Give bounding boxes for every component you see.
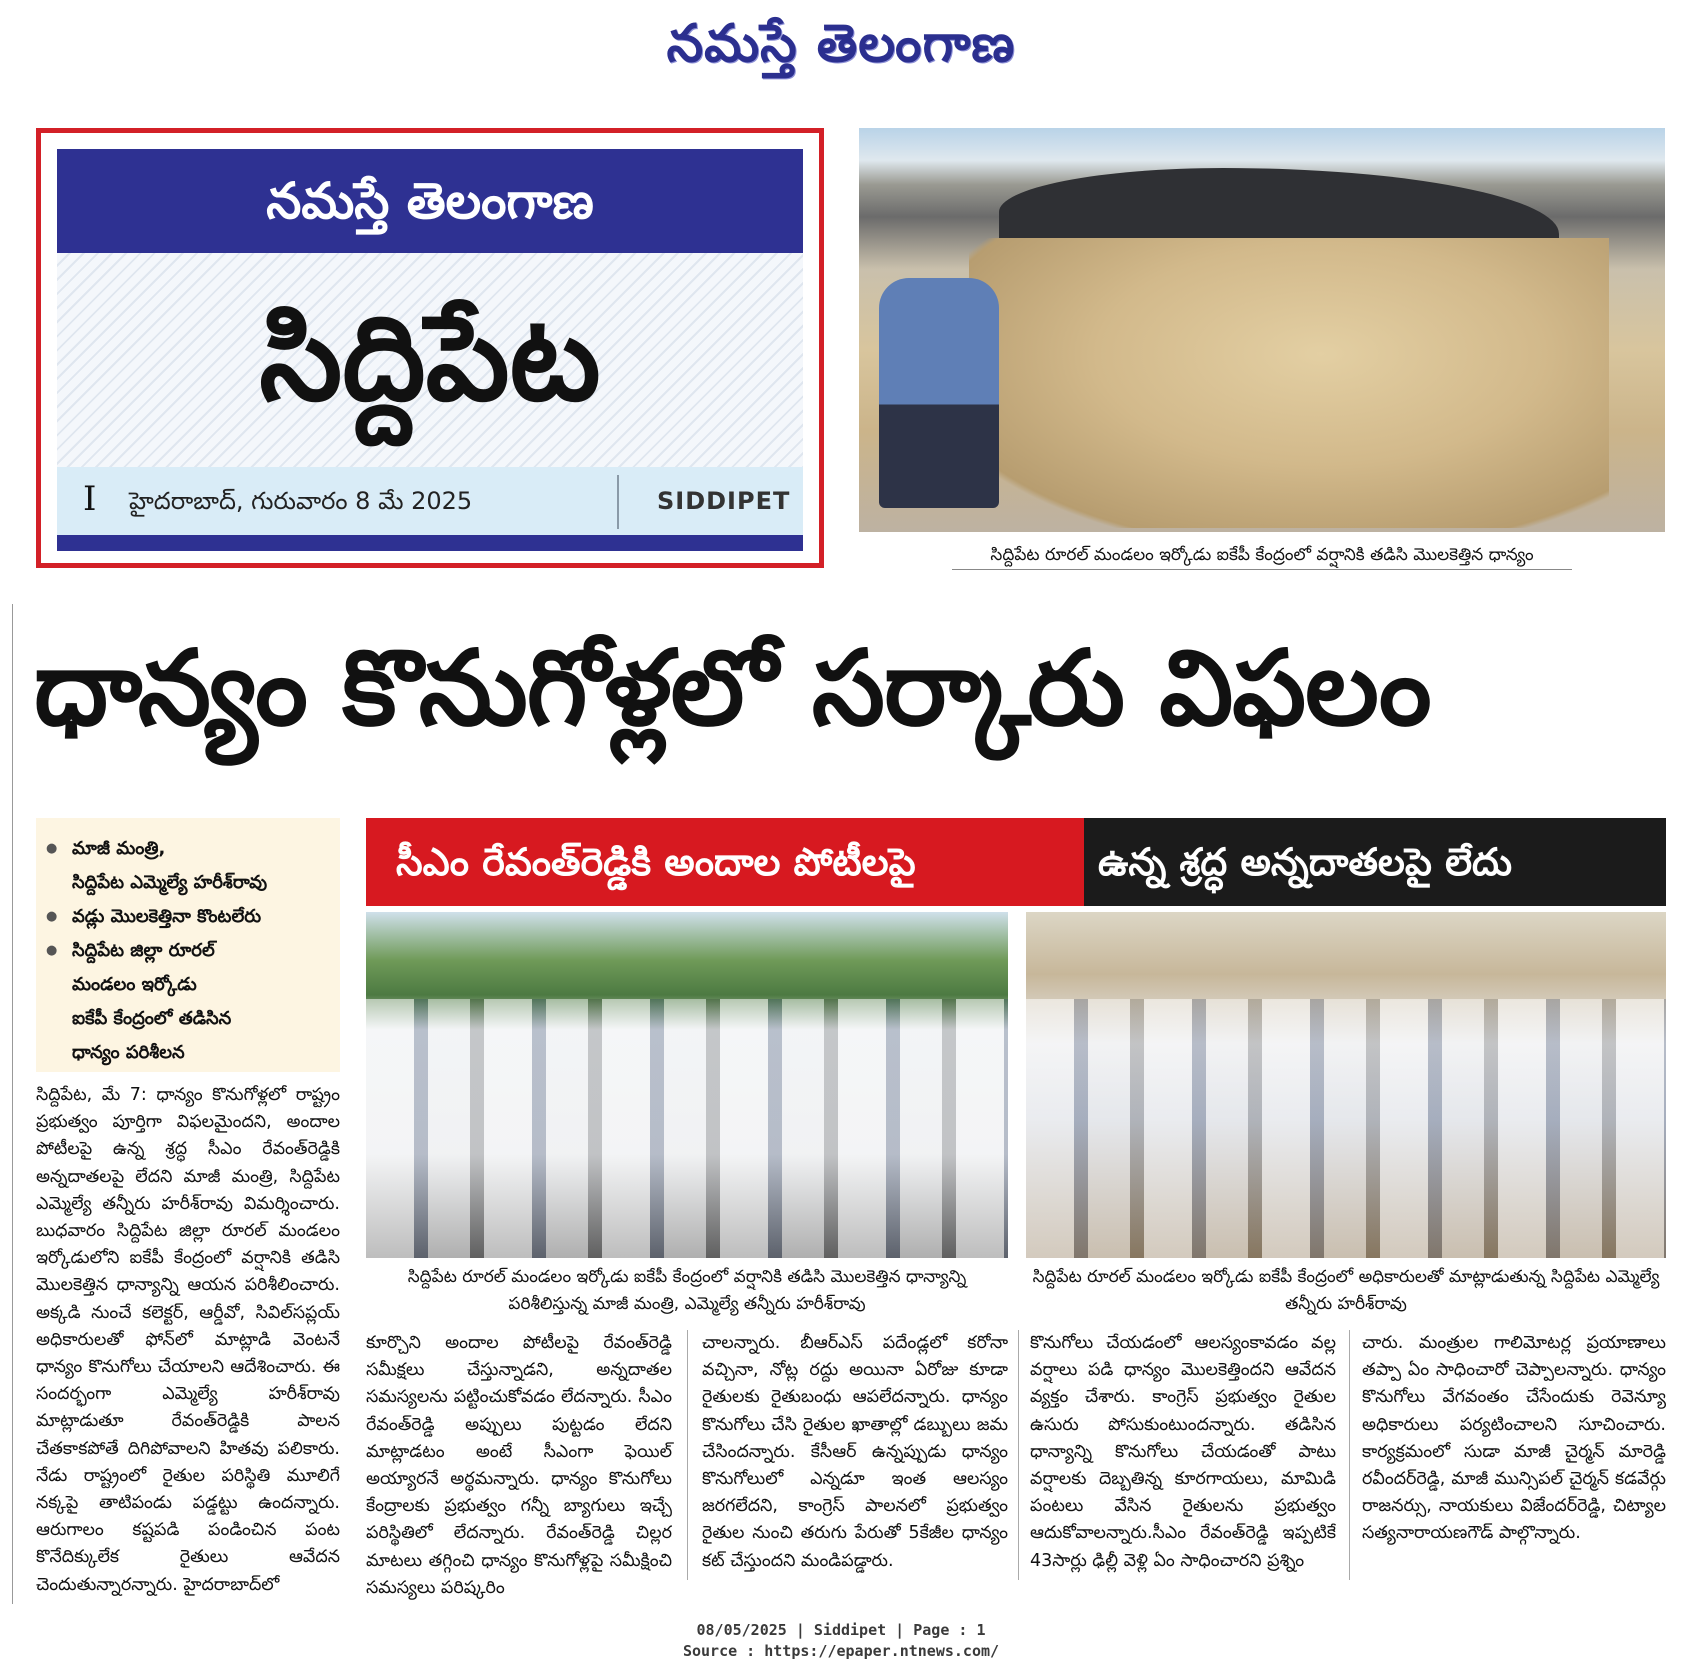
body-column-1: సిద్దిపేట, మే 7: ధాన్యం కొనుగోళ్లలో రాష్ట్రం ప్రభుత్వం పూర్తిగా విఫలమైందని, అందాల పోటీలపై ఉన్న శ్రద్ధ సీఎం రేవంత్‌రెడ్డికి అన్నదాతలపై లేదని మాజీ మంత్రి, సిద్దిపేట ఎమ్మెల్యే తన్నీరు హరీశ్‌రావు విమర్శించారు. బుధవారం సిద్దిపేట జిల్లా రూరల్ మండలం ఇర్కోడులోని ఐకేపీ కేంద్రంలో వర్షానికి తడిసి మొలకెత్తిన ధాన్యాన్ని ఆయన పరిశీలించారు. అక్కడి నుంచే కలెక్టర్, ఆర్డీవో, సివిల్‌సప్లయ్ అధికారులతో ఫోన్‌లో మాట్లాడి వెంటనే ధాన్యం కొనుగోలు చేయాలని ఆదేశించారు. ఈ సందర్భంగా ఎమ్మెల్యే హరీశ్‌రావు మాట్లాడుతూ రేవంత్‌రెడ్డికి పాలన చేతకాకపోతే దిగిపోవాలని హితవు పలికారు. నేడు రాష్ట్రంలో రైతుల పరిస్థితి మూలిగే నక్కపై తాటిపండు పడ్డట్టు ఉందన్నారు. ఆరుగాలం కష్టపడి పండించిన పంట కొనేదిక్కులేక రైతులు ఆవేదన చెందుతున్నారన్నారు. హైదరాబాద్‌లో (36, 1085, 340, 1595)
photo3-caption: సిద్దిపేట రూరల్ మండలం ఇర్కోడు ఐకేపీ కేంద్రంలో అధికారులతో మాట్లాడుతున్న సిద్దిపేట ఎమ్మెల్యే తన్నీరు హరీశ్‌రావు (1032, 1267, 1660, 1314)
highlight-item (72, 832, 330, 900)
column-rule (1349, 1330, 1350, 1580)
grain-pile-photo (859, 128, 1665, 532)
highlight-item (72, 900, 330, 934)
page-roman-numeral: I (83, 479, 97, 519)
date-band (57, 467, 803, 537)
highlights-box (36, 818, 340, 1072)
highlight-item (72, 934, 330, 1070)
bottom-band (57, 535, 803, 551)
divider (617, 475, 619, 529)
highlight-line: ● సిద్దిపేట జిల్లా రూరల్ (72, 940, 215, 961)
edition-city: సిద్దిపేట (259, 289, 601, 427)
body-column-2: కూర్చొని అందాల పోటీలపై రేవంత్‌రెడ్డి సమీక్షలు చేస్తున్నాడని, అన్నదాతల సమస్యలను పట్టించుకోవడం లేదన్నారు. సీఎం రేవంత్‌రెడ్డి అప్పులు పుట్టడం లేదని మాట్లాడటం అంటే సీఎంగా ఫెయిల్ అయ్యారనే అర్థమన్నారు. ధాన్యం కొనుగోలు కేంద్రాలకు ప్రభుత్వం గన్నీ బ్యాగులు ఇచ్చే పరిస్థితిలో లేదన్నారు. రేవంత్‌రెడ్డి చిల్లర మాటలు తగ్గించి ధాన్యం కొనుగోళ్లపై సమీక్షించి సమస్యలు పరిష్కరిం (366, 1333, 672, 1598)
highlight-line: ఐకేపీ కేంద్రంలో తడిసిన (72, 1008, 232, 1029)
body-column-3: చాలన్నారు. బీఆర్‌ఎస్ పదేండ్లలో కరోనా వచ్చినా, నోట్ల రద్దు అయినా ఏరోజు కూడా రైతులకు రైతుబంధు ఆపలేదన్నారు. ధాన్యం కొనుగోలు చేసి రైతుల ఖాతాల్లో డబ్బులు జమ చేసిందన్నారు. కేసీఆర్ ఉన్నప్పుడు ధాన్యం కొనుగోలులో ఎన్నడూ ఇంత ఆలస్యం జరగలేదని, కాంగ్రెస్ పాలనలో ప్రభుత్వం రైతుల నుంచి తరుగు పేరుతో 5కేజీల ధాన్యం కట్ చేస్తుందని మండిపడ్డారు. (702, 1333, 1008, 1571)
crowd-shape (366, 999, 1008, 1259)
footer-source-line: Source : https://epaper.ntnews.com/ (682, 1642, 1000, 1660)
crowd-shape (1026, 999, 1666, 1259)
highlight-line: ● మాజీ మంత్రి, (72, 838, 166, 859)
top-photo-caption: సిద్దిపేట రూరల్ మండలం ఇర్కోడు ఐకేపీ కేంద్రంలో వర్షానికి తడిసి మొలకెత్తిన ధాన్యం (952, 542, 1572, 570)
column-rule (1018, 1330, 1019, 1580)
left-rule (12, 604, 13, 1604)
subheadline-red: సీఎం రేవంత్‌రెడ్డికి అందాల పోటీలపై (366, 818, 1084, 906)
masthead-logo: నమస్తే తెలంగాణ (666, 14, 1016, 74)
edition-date: హైదరాబాద్, గురువారం 8 మే 2025 (129, 487, 473, 515)
body-column-5: చారు. మంత్రుల గాలిమోటర్ల ప్రయాణాలు తప్పా ఏం సాధించారో చెప్పాలన్నారు. ధాన్యం కొనుగోలు వేగవంతం చేసేందుకు రెవెన్యూ అధికారులు పర్యటించాలని సూచించారు. కార్యక్రమంలో సుడా మాజీ చైర్మన్ మారెడ్డి రవీందర్‌రెడ్డి, మాజీ మున్సిపల్ చైర్మన్ కడవేర్గు రాజనర్సు, నాయకులు విజేందర్‌రెడ్డి, చిట్యాల సత్యనారాయణగౌడ్ పాల్గొన్నారు. (1362, 1333, 1666, 1544)
edition-paper-name: నమస్తే తెలంగాణ (57, 149, 803, 253)
highlight-line: ధాన్యం పరిశీలన (72, 1042, 185, 1063)
highlight-line: మండలం ఇర్కోడు (72, 974, 197, 995)
edition-name-english: SIDDIPET (657, 487, 791, 515)
highlights-list (36, 818, 340, 1070)
main-headline: ధాన్యం కొనుగోళ్లలో సర్కారు విఫలం (34, 627, 1431, 749)
edition-box (36, 128, 824, 568)
subheadline-black: ఉన్న శ్రద్ధ అన్నదాతలపై లేదు (1084, 818, 1666, 906)
page-footer (0, 1620, 1682, 1662)
subheadline (366, 818, 1666, 906)
photo2-caption: సిద్దిపేట రూరల్ మండలం ఇర్కోడు ఐకేపీ కేంద్రంలో వర్షానికి తడిసి మొలకెత్తిన ధాన్యాన్ని పరిశీలిస్తున్న మాజీ మంత్రి, ఎమ్మెల్యే తన్నీరు హరీశ్‌రావు (407, 1267, 967, 1314)
officials-photo (1026, 912, 1666, 1258)
column-rule (687, 1330, 688, 1580)
grain-pile-shape (969, 238, 1609, 528)
highlight-line: సిద్దిపేట ఎమ్మెల్యే హరీశ్‌రావు (72, 872, 268, 893)
body-column-4: కొనుగోలు చేయడంలో ఆలస్యంకావడం వల్ల వర్షాలు పడి ధాన్యం మొలకెత్తిందని ఆవేదన వ్యక్తం చేశారు. కాంగ్రెస్ ప్రభుత్వం రైతుల ఉసురు పోసుకుంటుందన్నారు. తడిసిన ధాన్యాన్ని కొనుగోలు చేయడంతో పాటు వర్షాలకు దెబ్బతిన్న కూరగాయలు, మామిడి పంటలు వేసిన రైతులను ప్రభుత్వం ఆదుకోవాలన్నారు.సీఎం రేవంత్‌రెడ్డి ఇప్పటికే 43సార్లు ఢిల్లీ వెళ్లి ఏం సాధించారని ప్రశ్నిం (1030, 1333, 1336, 1571)
inspection-photo (366, 912, 1008, 1258)
footer-date-line: 08/05/2025 | Siddipet | Page : 1 (696, 1621, 986, 1639)
highlight-line: ● వడ్లు మొలకెత్తినా కొంటలేరు (72, 906, 262, 927)
person-shape (879, 278, 999, 508)
